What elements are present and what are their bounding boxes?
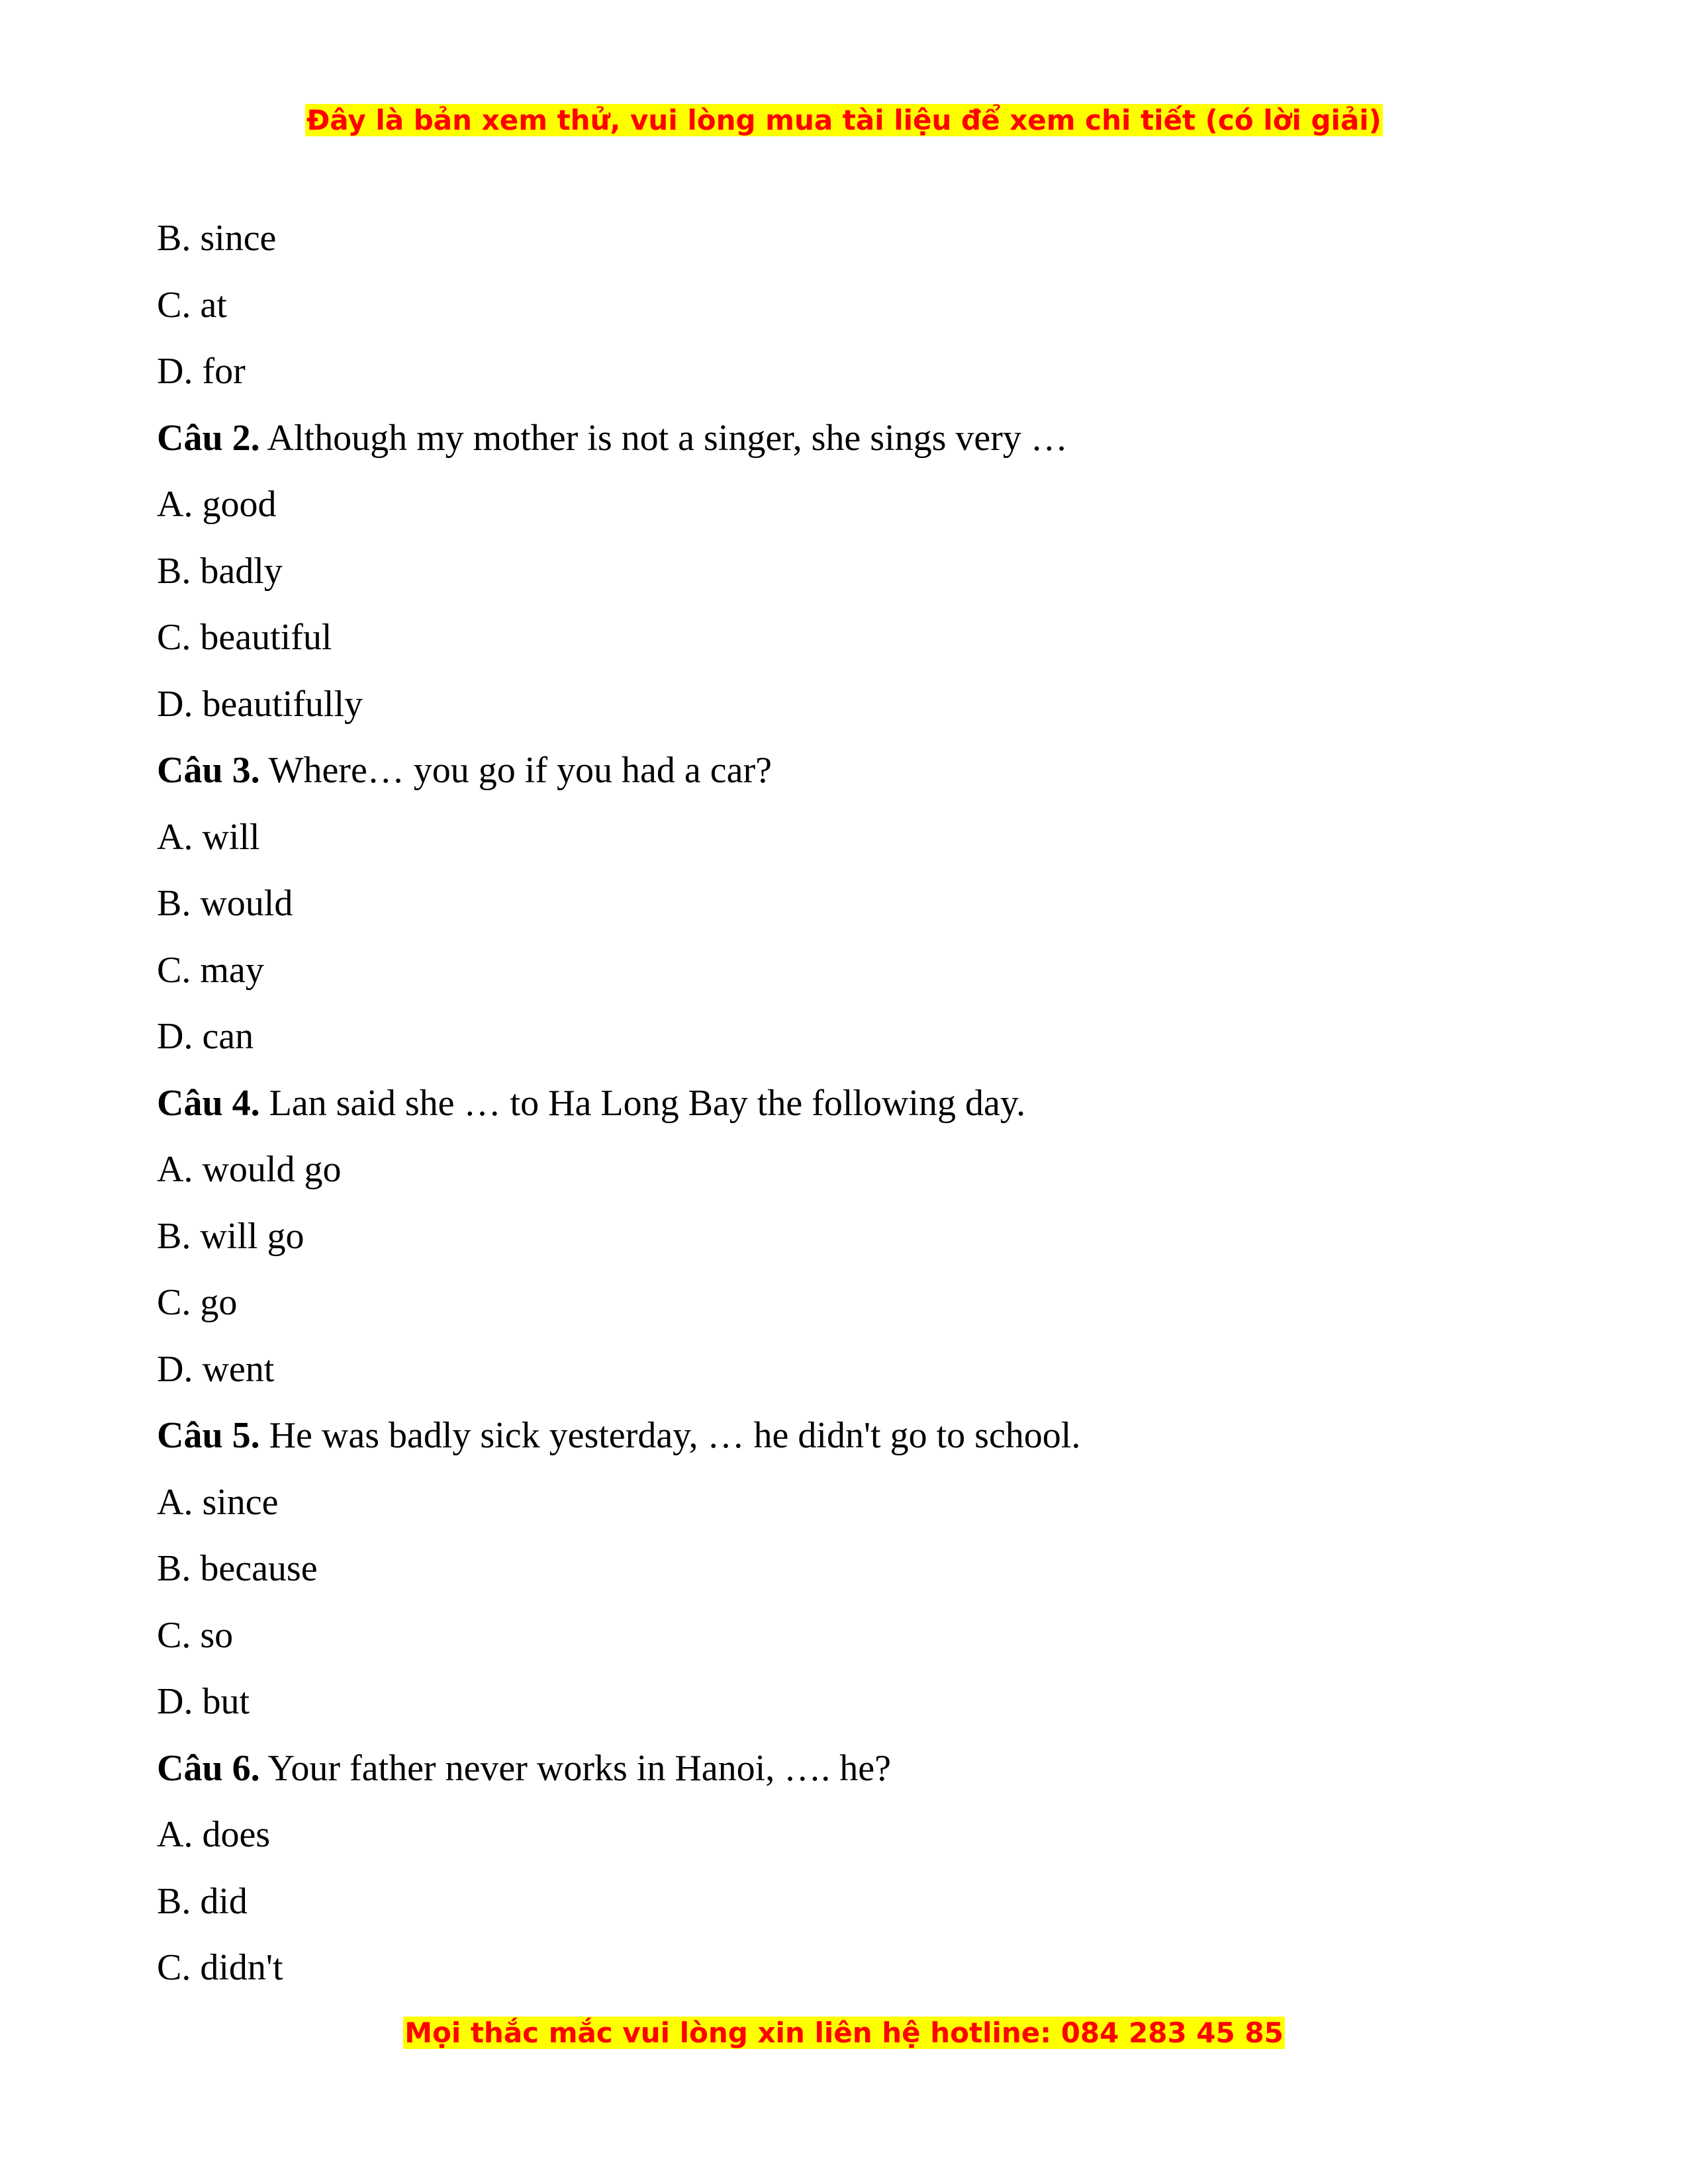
question-4 bbox=[157, 1070, 1534, 1137]
hotline-text: Mọi thắc mắc vui lòng xin liên hệ hotline: 084 283 45 85 bbox=[404, 2017, 1284, 2049]
question-3-text: Where… you go if you had a car? bbox=[268, 750, 772, 791]
preview-notice-banner bbox=[0, 101, 1688, 140]
q1-option-b: B. since bbox=[157, 218, 277, 259]
q4-option-b: B. will go bbox=[157, 1215, 305, 1257]
question-2-text: Although my mother is not a singer, she sings very … bbox=[267, 417, 1068, 459]
question-2 bbox=[157, 405, 1534, 472]
q5-option-a: A. since bbox=[157, 1481, 279, 1523]
q5-option-d: D. but bbox=[157, 1681, 250, 1722]
question-4-text: Lan said she … to Ha Long Bay the following day. bbox=[269, 1082, 1026, 1124]
q2-option-c: C. beautiful bbox=[157, 617, 332, 658]
question-3-label: Câu 3. bbox=[157, 750, 260, 791]
q6-option-a: A. does bbox=[157, 1814, 271, 1855]
q6-option-c: C. didn't bbox=[157, 1947, 283, 1988]
question-list bbox=[157, 205, 1534, 2001]
q1-option-d: D. for bbox=[157, 351, 246, 392]
q1-option-c: C. at bbox=[157, 284, 227, 326]
q5-option-c: C. so bbox=[157, 1614, 234, 1656]
q4-option-c: C. go bbox=[157, 1282, 238, 1323]
question-5-label: Câu 5. bbox=[157, 1415, 260, 1456]
q5-option-b: B. because bbox=[157, 1548, 318, 1589]
q3-option-b: B. would bbox=[157, 883, 293, 924]
q3-option-c: C. may bbox=[157, 949, 264, 991]
question-6-text: Your father never works in Hanoi, …. he? bbox=[267, 1747, 891, 1789]
q2-option-b: B. badly bbox=[157, 550, 283, 592]
question-2-label: Câu 2. bbox=[157, 417, 260, 459]
q2-option-a: A. good bbox=[157, 484, 277, 525]
preview-notice-text: Đây là bản xem thử, vui lòng mua tài liệu để xem chi tiết (có lời giải) bbox=[306, 104, 1382, 136]
q2-option-d: D. beautifully bbox=[157, 683, 363, 725]
question-4-label: Câu 4. bbox=[157, 1082, 260, 1124]
question-5-text: He was badly sick yesterday, … he didn't go to school. bbox=[269, 1415, 1081, 1456]
question-6-label: Câu 6. bbox=[157, 1747, 260, 1789]
q4-option-a: A. would go bbox=[157, 1149, 342, 1190]
question-5 bbox=[157, 1402, 1534, 1469]
q4-option-d: D. went bbox=[157, 1348, 275, 1390]
q3-option-d: D. can bbox=[157, 1016, 254, 1057]
hotline-banner bbox=[0, 2013, 1688, 2053]
question-3 bbox=[157, 737, 1534, 804]
q6-option-b: B. did bbox=[157, 1880, 248, 1922]
question-6 bbox=[157, 1735, 1534, 1802]
q3-option-a: A. will bbox=[157, 816, 260, 858]
